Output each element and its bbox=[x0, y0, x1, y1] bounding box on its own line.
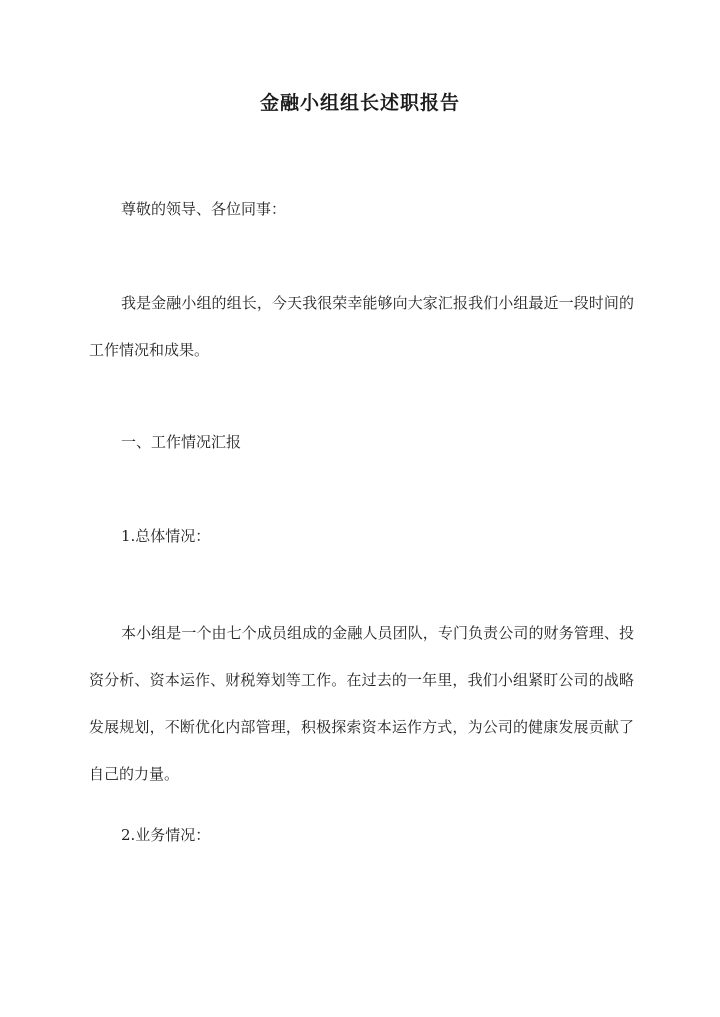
subsection-heading: 1.总体情况： bbox=[121, 527, 211, 545]
document-title: 金融小组组长述职报告 bbox=[259, 92, 460, 114]
subsection-heading: 2.业务情况： bbox=[121, 826, 211, 844]
body-paragraph: 本小组是一个由七个成员组成的金融人员团队，专门负责公司的财务管理、投资分析、资本运作、财税筹划等工作。在过去的一年里，我们小组紧盯公司的战略发展规划，不断优化内部管理，积极探索资本运作方式，为公司的健康发展贡献了自己的力量。 bbox=[89, 624, 634, 783]
intro-paragraph: 我是金融小组的组长，今天我很荣幸能够向大家汇报我们小组最近一段时间的工作情况和成果。 bbox=[89, 294, 634, 359]
section-heading: 一、工作情况汇报 bbox=[121, 433, 242, 451]
greeting-paragraph: 尊敬的领导、各位同事： bbox=[121, 200, 287, 218]
